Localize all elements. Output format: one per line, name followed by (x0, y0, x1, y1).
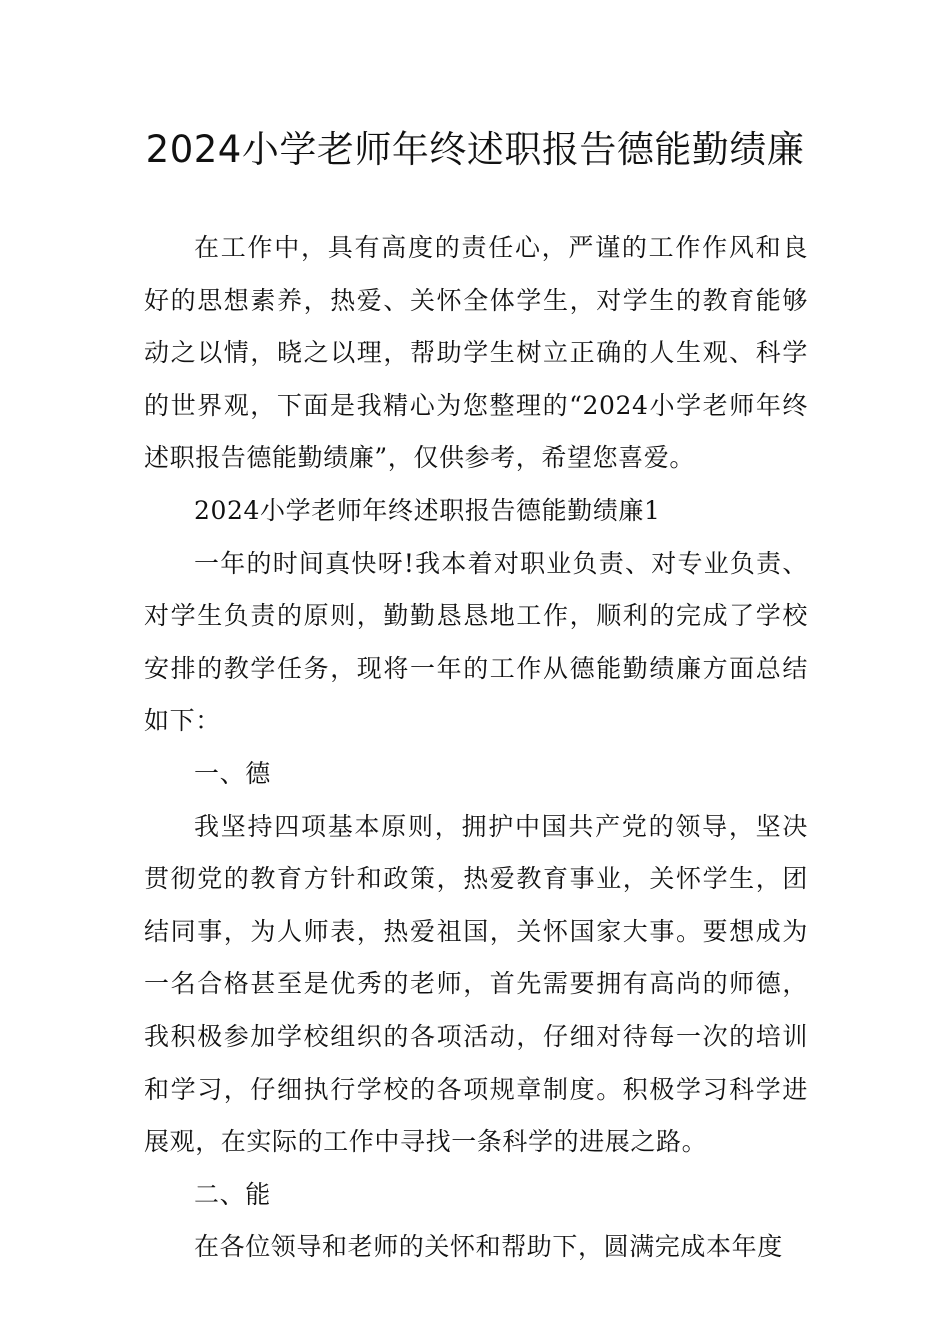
heading-de: 一、德 (194, 758, 271, 788)
section-title: 2024小学老师年终述职报告德能勤绩廉1 (194, 495, 661, 525)
document-body (144, 222, 808, 1274)
document-title: 2024小学老师年终述职报告德能勤绩廉 (145, 128, 805, 171)
intro-paragraph: 在工作中，具有高度的责任心，严谨的工作作风和良好的思想素养，热爱、关怀全体学生，对学生的教育能够动之以情，晓之以理，帮助学生树立正确的人生观、科学的世界观，下面是我精心为您整理的“2024小学老师年终述职报告德能勤绩廉”，仅供参考，希望您喜爱。 (144, 233, 808, 473)
neng-paragraph: 在各位领导和老师的关怀和帮助下，圆满完成本年度 (194, 1232, 783, 1262)
heading-neng: 二、能 (194, 1179, 271, 1209)
de-paragraph: 我坚持四项基本原则，拥护中国共产党的领导，坚决贯彻党的教育方针和政策，热爱教育事业，关怀学生，团结同事，为人师表，热爱祖国，关怀国家大事。要想成为一名合格甚至是优秀的老师，首先需要拥有高尚的师德，我积极参加学校组织的各项活动，仔细对待每一次的培训和学习，仔细执行学校的各项规章制度。积极学习科学进展观，在实际的工作中寻找一条科学的进展之路。 (144, 811, 808, 1157)
opening-paragraph: 一年的时间真快呀!我本着对职业负责、对专业负责、对学生负责的原则，勤勤恳恳地工作，顺利的完成了学校安排的教学任务，现将一年的工作从德能勤绩廉方面总结如下： (144, 548, 808, 736)
